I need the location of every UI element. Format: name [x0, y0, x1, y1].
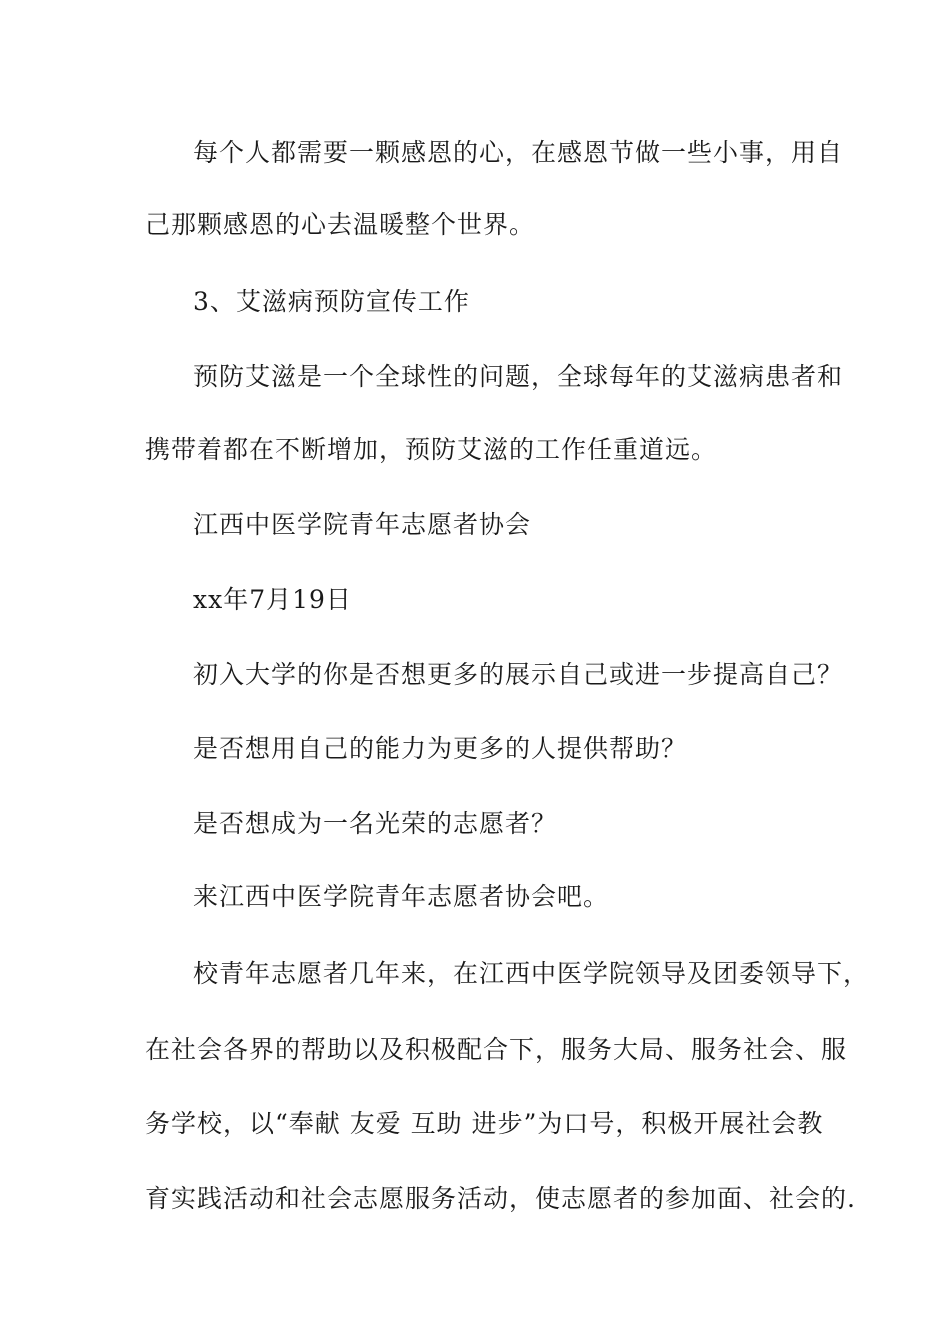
organization-name: 江西中医学院青年志愿者协会 [193, 510, 532, 539]
paragraph-line: 校青年志愿者几年来，在江西中医学院领导及团委领导下， [193, 959, 870, 988]
question-line: 是否想用自己的能力为更多的人提供帮助？ [193, 734, 688, 763]
paragraph-line: 来江西中医学院青年志愿者协会吧。 [193, 882, 610, 911]
paragraph-line: 在社会各界的帮助以及积极配合下，服务大局、服务社会、服 [145, 1035, 848, 1064]
paragraph-line: 育实践活动和社会志愿服务活动，使志愿者的参加面、社会的. [145, 1184, 856, 1213]
paragraph-line: 己那颗感恩的心去温暖整个世界。 [145, 210, 536, 239]
paragraph-line: 每个人都需要一颗感恩的心，在感恩节做一些小事，用自 [193, 138, 844, 167]
paragraph-line: 务学校，以“奉献 友爱 互助 进步”为口号，积极开展社会教 [145, 1109, 824, 1138]
paragraph-line: 预防艾滋是一个全球性的问题，全球每年的艾滋病患者和 [193, 362, 844, 391]
section-heading: 3、艾滋病预防宣传工作 [193, 287, 470, 316]
date-line: xx年7月19日 [193, 585, 352, 614]
question-line: 是否想成为一名光荣的志愿者？ [193, 809, 558, 838]
question-line: 初入大学的你是否想更多的展示自己或进一步提高自己？ [193, 660, 844, 689]
paragraph-line: 携带着都在不断增加，预防艾滋的工作任重道远。 [145, 435, 718, 464]
